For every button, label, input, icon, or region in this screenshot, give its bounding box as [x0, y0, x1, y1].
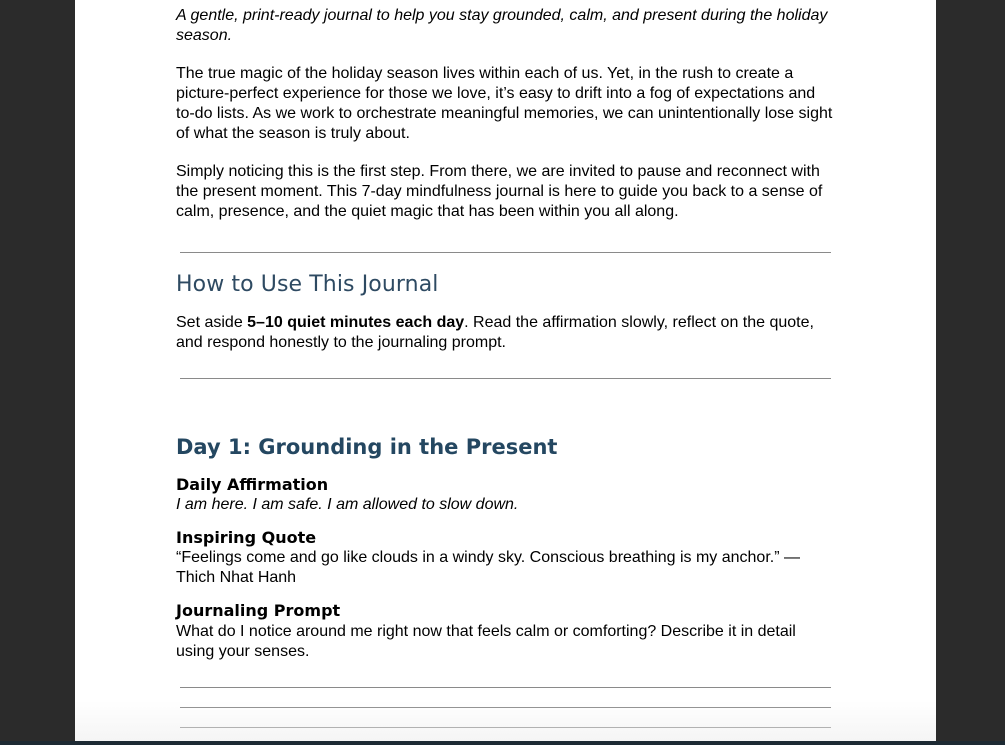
quote-text: “Feelings come and go like clouds in a windy sky. Conscious breathing is my anchor.” — Thich Nhat Hanh	[176, 549, 800, 586]
affirmation-label: Daily Affirmation	[176, 475, 329, 494]
prompt-text: What do I notice around me right now that feels calm or comforting? Describe it in detail using your senses.	[176, 623, 796, 660]
viewer-bottom-edge	[0, 741, 1005, 745]
intro-tagline: A gentle, print-ready journal to help you stay grounded, calm, and present during the holiday season.	[176, 7, 828, 44]
section-divider	[180, 252, 831, 253]
writing-line	[180, 687, 831, 688]
intro-paragraph-2: Simply noticing this is the first step. From there, we are invited to pause and reconnect with the present moment. This 7-day mindfulness journal is here to guide you back to a sense of calm, presence, and the quiet magic that has been within you all along.	[176, 163, 823, 220]
how-to-use-text-start: Set aside	[176, 314, 248, 331]
how-to-use-text	[176, 313, 836, 353]
intro-paragraph-1: The true magic of the holiday season lives within each of us. Yet, in the rush to create a picture-perfect experience for those we love, it’s easy to drift into a fog of expectations and to-do lists. As we work to orchestrate meaningful memories, we can unintentionally lose sight of what the season is truly about.	[176, 65, 833, 142]
section-divider	[180, 378, 831, 379]
how-to-use-heading: How to Use This Journal	[176, 272, 439, 297]
how-to-use-text-bold: 5–10 quiet minutes each day	[247, 314, 465, 331]
affirmation-text: I am here. I am safe. I am allowed to slow down.	[176, 496, 519, 513]
document-page	[75, 0, 936, 741]
day1-heading: Day 1: Grounding in the Present	[176, 435, 558, 459]
quote-label: Inspiring Quote	[176, 528, 317, 547]
how-to-use-text-end: . Read the affirmation slowly, reflect on the quote, and respond honestly to the journaling prompt.	[176, 314, 814, 351]
prompt-label: Journaling Prompt	[176, 601, 341, 620]
page-shade	[75, 701, 936, 741]
